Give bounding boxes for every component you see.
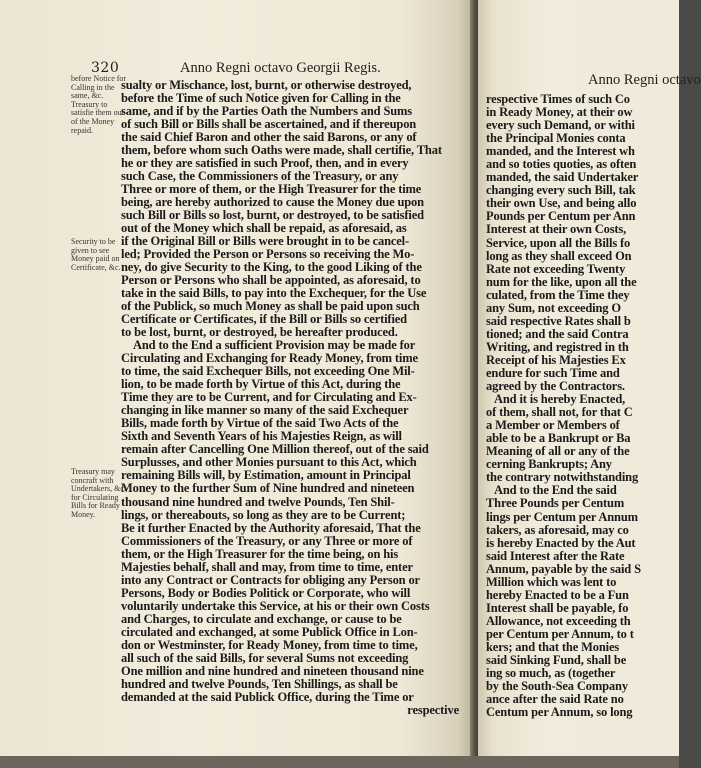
text-line: respective Times of such Co	[486, 92, 630, 106]
text-line: them, or the High Treasurer for the time being, on his	[121, 546, 399, 561]
text-line: Rate not exceeding Twenty	[486, 261, 626, 276]
text-line: out of the Money which shall be repaid, as aforesaid, as	[121, 221, 407, 236]
text-line: Time they are to be Current, and for Circulating and Ex-	[121, 390, 417, 405]
text-line: num for the like, upon all the	[486, 274, 637, 289]
margin-note: Treasury may concraft with Undertakers, &c. for Circulating Bills for Ready Money.	[71, 467, 126, 519]
text-line: changing in like manner so many of the said Exchequer	[121, 403, 409, 418]
text-line: Writing, and registred in th	[486, 339, 629, 354]
text-line: said Sinking Fund, shall be	[486, 653, 627, 668]
text-line: And it is hereby Enacted,	[494, 392, 626, 407]
text-line: Money to the further Sum of Nine hundred and nineteen	[121, 481, 415, 496]
right-page	[478, 0, 701, 756]
text-line: able to be a Bankrupt or Ba	[486, 431, 631, 446]
text-line: if the Original Bill or Bills were brought in to be cancel-	[121, 234, 410, 249]
text-line: Persons, Body or Bodies Politick or Corporate, who will	[121, 585, 411, 600]
text-line: Centum per Annum, so long	[486, 705, 633, 720]
text-line: Allowance, not exceeding th	[486, 613, 631, 628]
text-line: a Member or Members of	[486, 418, 620, 433]
text-line: such Bill or Bills so lost, burnt, or destroyed, to be satisfied	[121, 208, 424, 223]
text-line: changing every such Bill, tak	[486, 183, 636, 198]
text-line: of the Publick, so much Money as shall be paid upon such	[121, 299, 420, 314]
text-line: and Charges, to circulate and exchange, or cause to be	[121, 611, 402, 626]
running-head: Anno Regni octavo	[588, 72, 701, 88]
text-line: Meaning of all or any of the	[486, 444, 630, 459]
text-line: sualty or Mischance, lost, burnt, or otherwise destroyed,	[121, 78, 412, 92]
text-line: their own Use, and being allo	[486, 196, 637, 211]
text-line: Commissioners of the Treasury, or any Three or more of	[121, 533, 413, 548]
text-line: Three Pounds per Centum	[486, 496, 625, 511]
text-line: Majesties behalf, shall and may, from time to time, enter	[121, 559, 413, 574]
text-line: remaining Bills will, by Estimation, amount in Principal	[121, 468, 411, 483]
scan-background	[0, 756, 679, 768]
text-line: by the South-Sea Company	[486, 679, 628, 694]
text-line: to be lost, burnt, or destroyed, be hereafter produced.	[121, 325, 398, 340]
text-line: ney, do give Security to the King, to the good Liking of the	[121, 260, 422, 275]
text-line: any Sum, not exceeding O	[486, 300, 621, 315]
body-text-column	[121, 79, 459, 717]
text-line: Be it further Enacted by the Authority aforesaid, That the	[121, 520, 421, 535]
text-line: lings, or thereabouts, so long as they are to be Current;	[121, 507, 406, 522]
text-line: into any Contract or Contracts for obliging any Person or	[121, 572, 420, 587]
text-line: lion, to be made forth by Virtue of this Act, during the	[121, 377, 401, 392]
text-line: Interest at their own Costs,	[486, 222, 627, 237]
text-line: the Principal Monies conta	[486, 131, 626, 146]
text-line: he or they are satisfied in such Proof, then, and in every	[121, 156, 409, 171]
margin-note: before Notice for Calling in the same, &c. Treasury to satisfie them out of the Money repaid.	[71, 74, 127, 135]
text-line: to time, the said Exchequer Bills, not exceeding One Mil-	[121, 364, 415, 379]
text-line: take in the said Bills, to pay into the Exchequer, for the Use	[121, 286, 427, 301]
text-line: Receipt of his Majesties Ex	[486, 352, 626, 367]
catchword: respective	[407, 702, 459, 717]
text-line: agreed by the Contractors.	[486, 379, 625, 394]
text-line: Circulating and Exchanging for Ready Money, from time	[121, 351, 418, 366]
text-line: circulated and exchanged, at some Publick Office in Lon-	[121, 624, 418, 639]
text-line: Surplusses, and other Monies pursuant to this Act, which	[121, 455, 417, 470]
text-line: remain after Cancelling One Million thereof, out of the said	[121, 442, 429, 457]
text-line: thousand nine hundred and twelve Pounds, Ten Shil-	[121, 494, 395, 509]
text-line: the said Chief Baron and other the said Barons, or any of	[121, 130, 417, 145]
text-line: kers; and that the Monies	[486, 639, 620, 654]
text-line: And to the End a sufficient Provision may be made for	[133, 338, 416, 353]
text-line: hereby Enacted to be a Fun	[486, 587, 629, 602]
running-head: Anno Regni octavo Georgii Regis.	[180, 60, 381, 76]
text-line: is hereby Enacted by the Aut	[486, 535, 636, 550]
text-line: Annum, payable by the said S	[486, 561, 641, 576]
text-line: such Case, the Commissioners of the Treasury, or any	[121, 169, 399, 184]
text-line: ing so much, as (together	[486, 666, 616, 681]
text-line: manded, the said Undertaker	[486, 170, 639, 185]
text-line: endure for such Time and	[486, 365, 620, 380]
text-line: voluntarily undertake this Service, at his or their own Costs	[121, 598, 430, 613]
text-line: ance after the said Rate no	[486, 692, 624, 707]
text-line: being, are hereby authorized to cause the Money due upon	[121, 195, 424, 210]
body-text-column	[478, 92, 641, 720]
text-line: Interest shall be payable, fo	[486, 600, 629, 615]
text-line: in Ready Money, at their ow	[486, 105, 633, 120]
text-line: cerning Bankrupts; Any	[486, 457, 612, 472]
text-line: Pounds per Centum per Ann	[486, 209, 636, 224]
text-line: don or Westminster, for Ready Money, from time to time,	[121, 637, 418, 652]
text-line: every such Demand, or withi	[486, 118, 635, 133]
text-line: led; Provided the Person or Persons so receiving the Mo-	[121, 247, 415, 262]
text-line: Sixth and Seventh Years of his Majesties Reign, as will	[121, 429, 402, 444]
text-line: Three or more of them, or the High Treasurer for the time	[121, 182, 422, 197]
text-line: same, and if by the Parties Oath the Numbers and Sums	[121, 104, 413, 119]
text-line: and so toties quoties, as often	[486, 157, 637, 172]
text-line: before the Time of such Notice given for Calling in the	[121, 91, 401, 106]
text-line: per Centum per Annum, to t	[486, 626, 634, 641]
text-line: Service, upon all the Bills fo	[486, 235, 631, 250]
text-line: manded, and the Interest wh	[486, 144, 635, 159]
text-line: Million which was lent to	[486, 574, 617, 589]
text-line: Certificate or Certificates, if the Bill or Bills so certified	[121, 312, 407, 327]
text-line: Bills, made forth by Virtue of the said Two Acts of the	[121, 416, 399, 431]
text-line: takers, as aforesaid, may co	[486, 522, 629, 537]
text-line: One million and nine hundred and nineteen thousand nine	[121, 663, 424, 678]
text-line: said Interest after the Rate	[486, 548, 625, 563]
text-line: of such Bill or Bills shall be ascertained, and if thereupon	[121, 117, 417, 132]
text-line: them, before whom such Oaths were made, shall certifie, That	[121, 143, 442, 158]
margin-note: Security to be given to see Money paid on Certificate, &c.	[71, 237, 121, 272]
text-line: of them, shall not, for that C	[486, 405, 633, 420]
text-line: all such of the said Bills, for several Sums not exceeding	[121, 650, 409, 665]
page-number: 320	[91, 60, 120, 76]
text-line: long as they shall exceed On	[486, 248, 632, 263]
text-line: Person or Persons who shall be appointed, as aforesaid, to	[121, 273, 421, 288]
text-line: the contrary notwithstanding	[486, 470, 639, 485]
text-line: hundred and twelve Pounds, Ten Shillings, as shall be	[121, 676, 398, 691]
text-line: said respective Rates shall b	[486, 313, 631, 328]
text-line: tioned; and the said Contra	[486, 326, 629, 341]
text-line: demanded at the said Publick Office, during the Time or	[121, 689, 414, 704]
text-line: culated, from the Time they	[486, 287, 630, 302]
text-line: lings per Centum per Annum	[486, 509, 638, 524]
text-line: And to the End the said	[494, 483, 617, 498]
